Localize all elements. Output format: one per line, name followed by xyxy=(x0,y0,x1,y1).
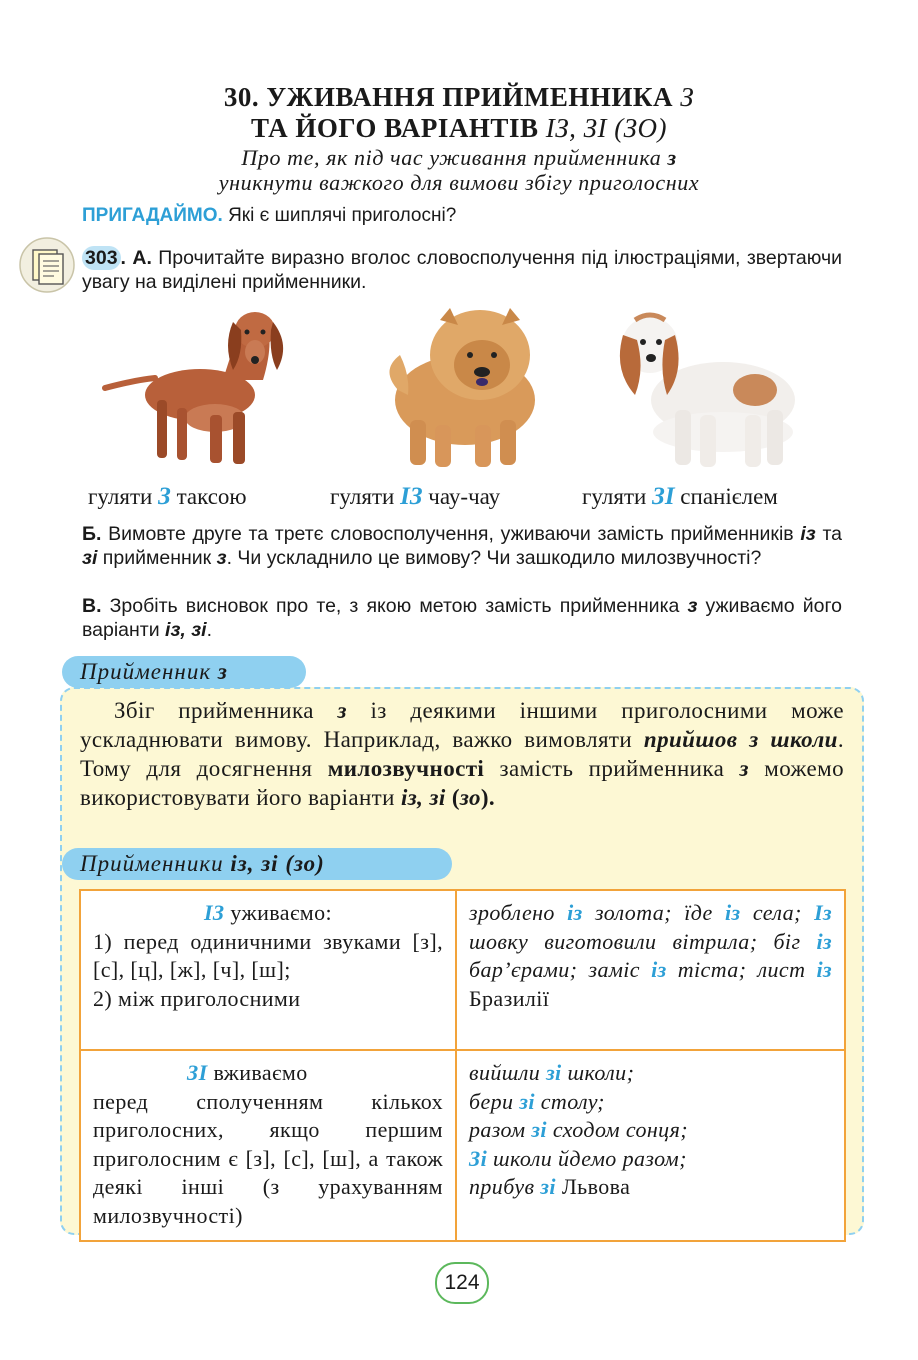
exercise-part-v xyxy=(82,594,842,642)
example-text: бери xyxy=(469,1088,514,1114)
prep-highlight: Із xyxy=(814,900,833,925)
rule-span: з xyxy=(337,698,347,723)
rule-text xyxy=(80,696,844,812)
cell-heading xyxy=(93,1059,443,1088)
table-cell-examples-iz xyxy=(456,890,845,1050)
table-cell-examples-zi xyxy=(456,1050,845,1241)
rule-span: із деякими іншими приголосними може ускладнювати вимову. Наприклад, важко вимовляти xyxy=(80,698,844,752)
part-b-text: . Чи ускладнило це вимову? Чи зашкодило милозвучності? xyxy=(226,547,762,569)
heading-text: Прийменник xyxy=(80,659,212,684)
rule-span: ). xyxy=(480,785,496,810)
exercise-number: 303 xyxy=(82,246,121,270)
part-b-text: Вимовте друге та третє словосполучення, уживаючи замість прийменників xyxy=(108,523,794,545)
rule-span: можемо використовувати його варіанти xyxy=(80,756,844,810)
cell-text: 1) перед одиничними звуками [з], [с], [ц], [ж], [ч], [ш]; xyxy=(93,928,443,982)
chow-chow-image xyxy=(370,300,550,475)
prep-highlight: Зі xyxy=(469,1145,488,1171)
rule-span: милозвучності xyxy=(327,756,485,781)
lesson-subtitle-line-1 xyxy=(0,145,918,171)
example-text: прибув xyxy=(469,1174,535,1199)
example-text: Львова xyxy=(561,1174,631,1199)
part-v-text: Зробіть висновок про те, з якою метою замість прийменника xyxy=(109,595,680,617)
prep-highlight: ЗІ xyxy=(187,1060,208,1085)
caption-preposition: З xyxy=(158,483,171,510)
prep-highlight: зі xyxy=(531,1117,547,1142)
table-cell-rule-iz xyxy=(80,890,456,1050)
rule-span: зо xyxy=(459,785,481,810)
part-v-label: В. xyxy=(82,595,102,617)
prep-highlight: зі xyxy=(540,1174,556,1199)
title-text: 30. УЖИВАННЯ ПРИЙМЕННИКА xyxy=(223,82,674,112)
prep-highlight: із xyxy=(567,900,583,925)
usage-table xyxy=(79,889,846,1242)
part-v-text: уживаємо його варіанти xyxy=(82,595,843,641)
table-row xyxy=(80,890,845,1050)
title-text: ТА ЙОГО ВАРІАНТІВ xyxy=(250,113,539,143)
lesson-title-line-2 xyxy=(0,113,918,144)
rule-span: . Тому для досягнення xyxy=(80,727,845,781)
heading-bold: із, зі xyxy=(230,851,279,876)
example-line xyxy=(469,1059,832,1088)
prep-highlight: зі xyxy=(546,1060,562,1085)
prep-highlight: із xyxy=(816,928,832,954)
caption-text: таксою xyxy=(176,484,247,509)
part-b-text: прийменник xyxy=(102,547,212,569)
example-text: шовку виготовили вітрила; біг xyxy=(469,928,801,954)
rule-heading-preposition-z xyxy=(62,656,306,688)
rule-span: прийшов з школи xyxy=(643,727,838,752)
part-b-prep: зі xyxy=(82,547,98,569)
rule-heading-prepositions-iz-zi xyxy=(62,848,452,880)
example-text: села; xyxy=(752,900,802,925)
part-a-label: . А. xyxy=(120,247,152,269)
table-cell-rule-zi xyxy=(80,1050,456,1241)
cell-text: уживаємо: xyxy=(230,900,333,925)
heading-text: Прийменники xyxy=(80,851,224,876)
remember-prompt xyxy=(82,205,456,227)
caption-text: чау-чау xyxy=(428,484,501,509)
remember-text: Які є шиплячі приголосні? xyxy=(228,205,457,226)
heading-bold: з xyxy=(217,659,228,684)
heading-bold: зо xyxy=(293,851,317,876)
part-b-text: та xyxy=(822,523,843,545)
example-line xyxy=(469,1116,832,1145)
caption-spaniel xyxy=(582,483,778,511)
heading-bold: ( xyxy=(285,851,294,876)
example-text: сходом сонця; xyxy=(552,1117,688,1142)
part-b-prep: з xyxy=(216,547,227,569)
caption-preposition: ІЗ xyxy=(400,483,423,510)
remember-label: ПРИГАДАЙМО. xyxy=(82,205,223,226)
prep-highlight: зі xyxy=(519,1088,535,1114)
rule-span: з xyxy=(739,756,749,781)
prep-highlight: із xyxy=(651,957,667,982)
example-line xyxy=(469,1145,832,1174)
part-v-prep: з xyxy=(687,595,698,617)
cell-text: 2) між приголосними xyxy=(93,985,301,1011)
example-text: золота; їде xyxy=(595,900,713,925)
example-text: зроблено xyxy=(469,900,555,925)
example-text: разом xyxy=(469,1117,526,1142)
prep-highlight: із xyxy=(816,957,832,982)
cell-text: перед сполученням кількох приголосних, якщо першим приголосним є [з], [с], [ш], а також деякі інші (з урахуванням милозвучності) xyxy=(93,1088,443,1228)
cell-text: вживаємо xyxy=(213,1060,308,1085)
example-text: Бразилії xyxy=(469,985,550,1011)
dachshund-image xyxy=(95,300,310,475)
caption-text: гуляти xyxy=(88,484,153,509)
part-b-prep: із xyxy=(800,523,816,545)
part-v-prep: із, зі xyxy=(165,619,207,641)
notebook-icon xyxy=(18,236,76,294)
rule-span: замість прийменника xyxy=(499,756,725,781)
example-text: тіста; лист xyxy=(677,957,806,982)
prep-highlight: із xyxy=(725,900,741,925)
example-text: столу; xyxy=(540,1088,605,1114)
rule-span: Збіг прийменника xyxy=(114,698,314,723)
part-v-text: . xyxy=(206,619,213,641)
example-text: бар’єрами; заміс xyxy=(469,957,640,982)
prep-highlight: ІЗ xyxy=(203,900,225,925)
part-a-text: Прочитайте виразно вголос словосполучення під ілюстраціями, звертаючи увагу на виділені прийменники. xyxy=(82,247,842,293)
table-row xyxy=(80,1050,845,1241)
rule-span: ( xyxy=(451,785,460,810)
title-italic: ІЗ, ЗІ (ЗО) xyxy=(545,113,668,143)
example-line xyxy=(469,1173,832,1202)
cell-heading xyxy=(93,899,443,928)
page-number: 124 xyxy=(435,1262,489,1304)
caption-dachshund xyxy=(88,483,247,511)
caption-text: спанієлем xyxy=(680,484,778,509)
example-text: школи йдемо разом; xyxy=(493,1145,687,1171)
caption-text: гуляти xyxy=(582,484,647,509)
rule-span: із, зі xyxy=(401,785,446,810)
spaniel-image xyxy=(605,300,805,475)
example-line xyxy=(469,1088,832,1117)
exercise-part-b xyxy=(82,522,842,570)
subtitle-text: Про те, як під час уживання прийменника xyxy=(241,145,662,170)
lesson-subtitle-line-2: уникнути важкого для вимови збігу приголосних xyxy=(218,170,700,195)
exercise-part-a xyxy=(82,246,842,294)
heading-bold: ) xyxy=(316,851,325,876)
title-italic: З xyxy=(680,82,695,112)
subtitle-bold: з xyxy=(667,145,677,170)
caption-text: гуляти xyxy=(330,484,395,509)
example-text: школи; xyxy=(567,1060,635,1085)
lesson-title-line-1 xyxy=(0,82,918,113)
example-text: вийшли xyxy=(469,1060,541,1085)
part-b-label: Б. xyxy=(82,523,102,545)
caption-chow-chow xyxy=(330,483,500,511)
caption-preposition: ЗІ xyxy=(652,483,675,510)
